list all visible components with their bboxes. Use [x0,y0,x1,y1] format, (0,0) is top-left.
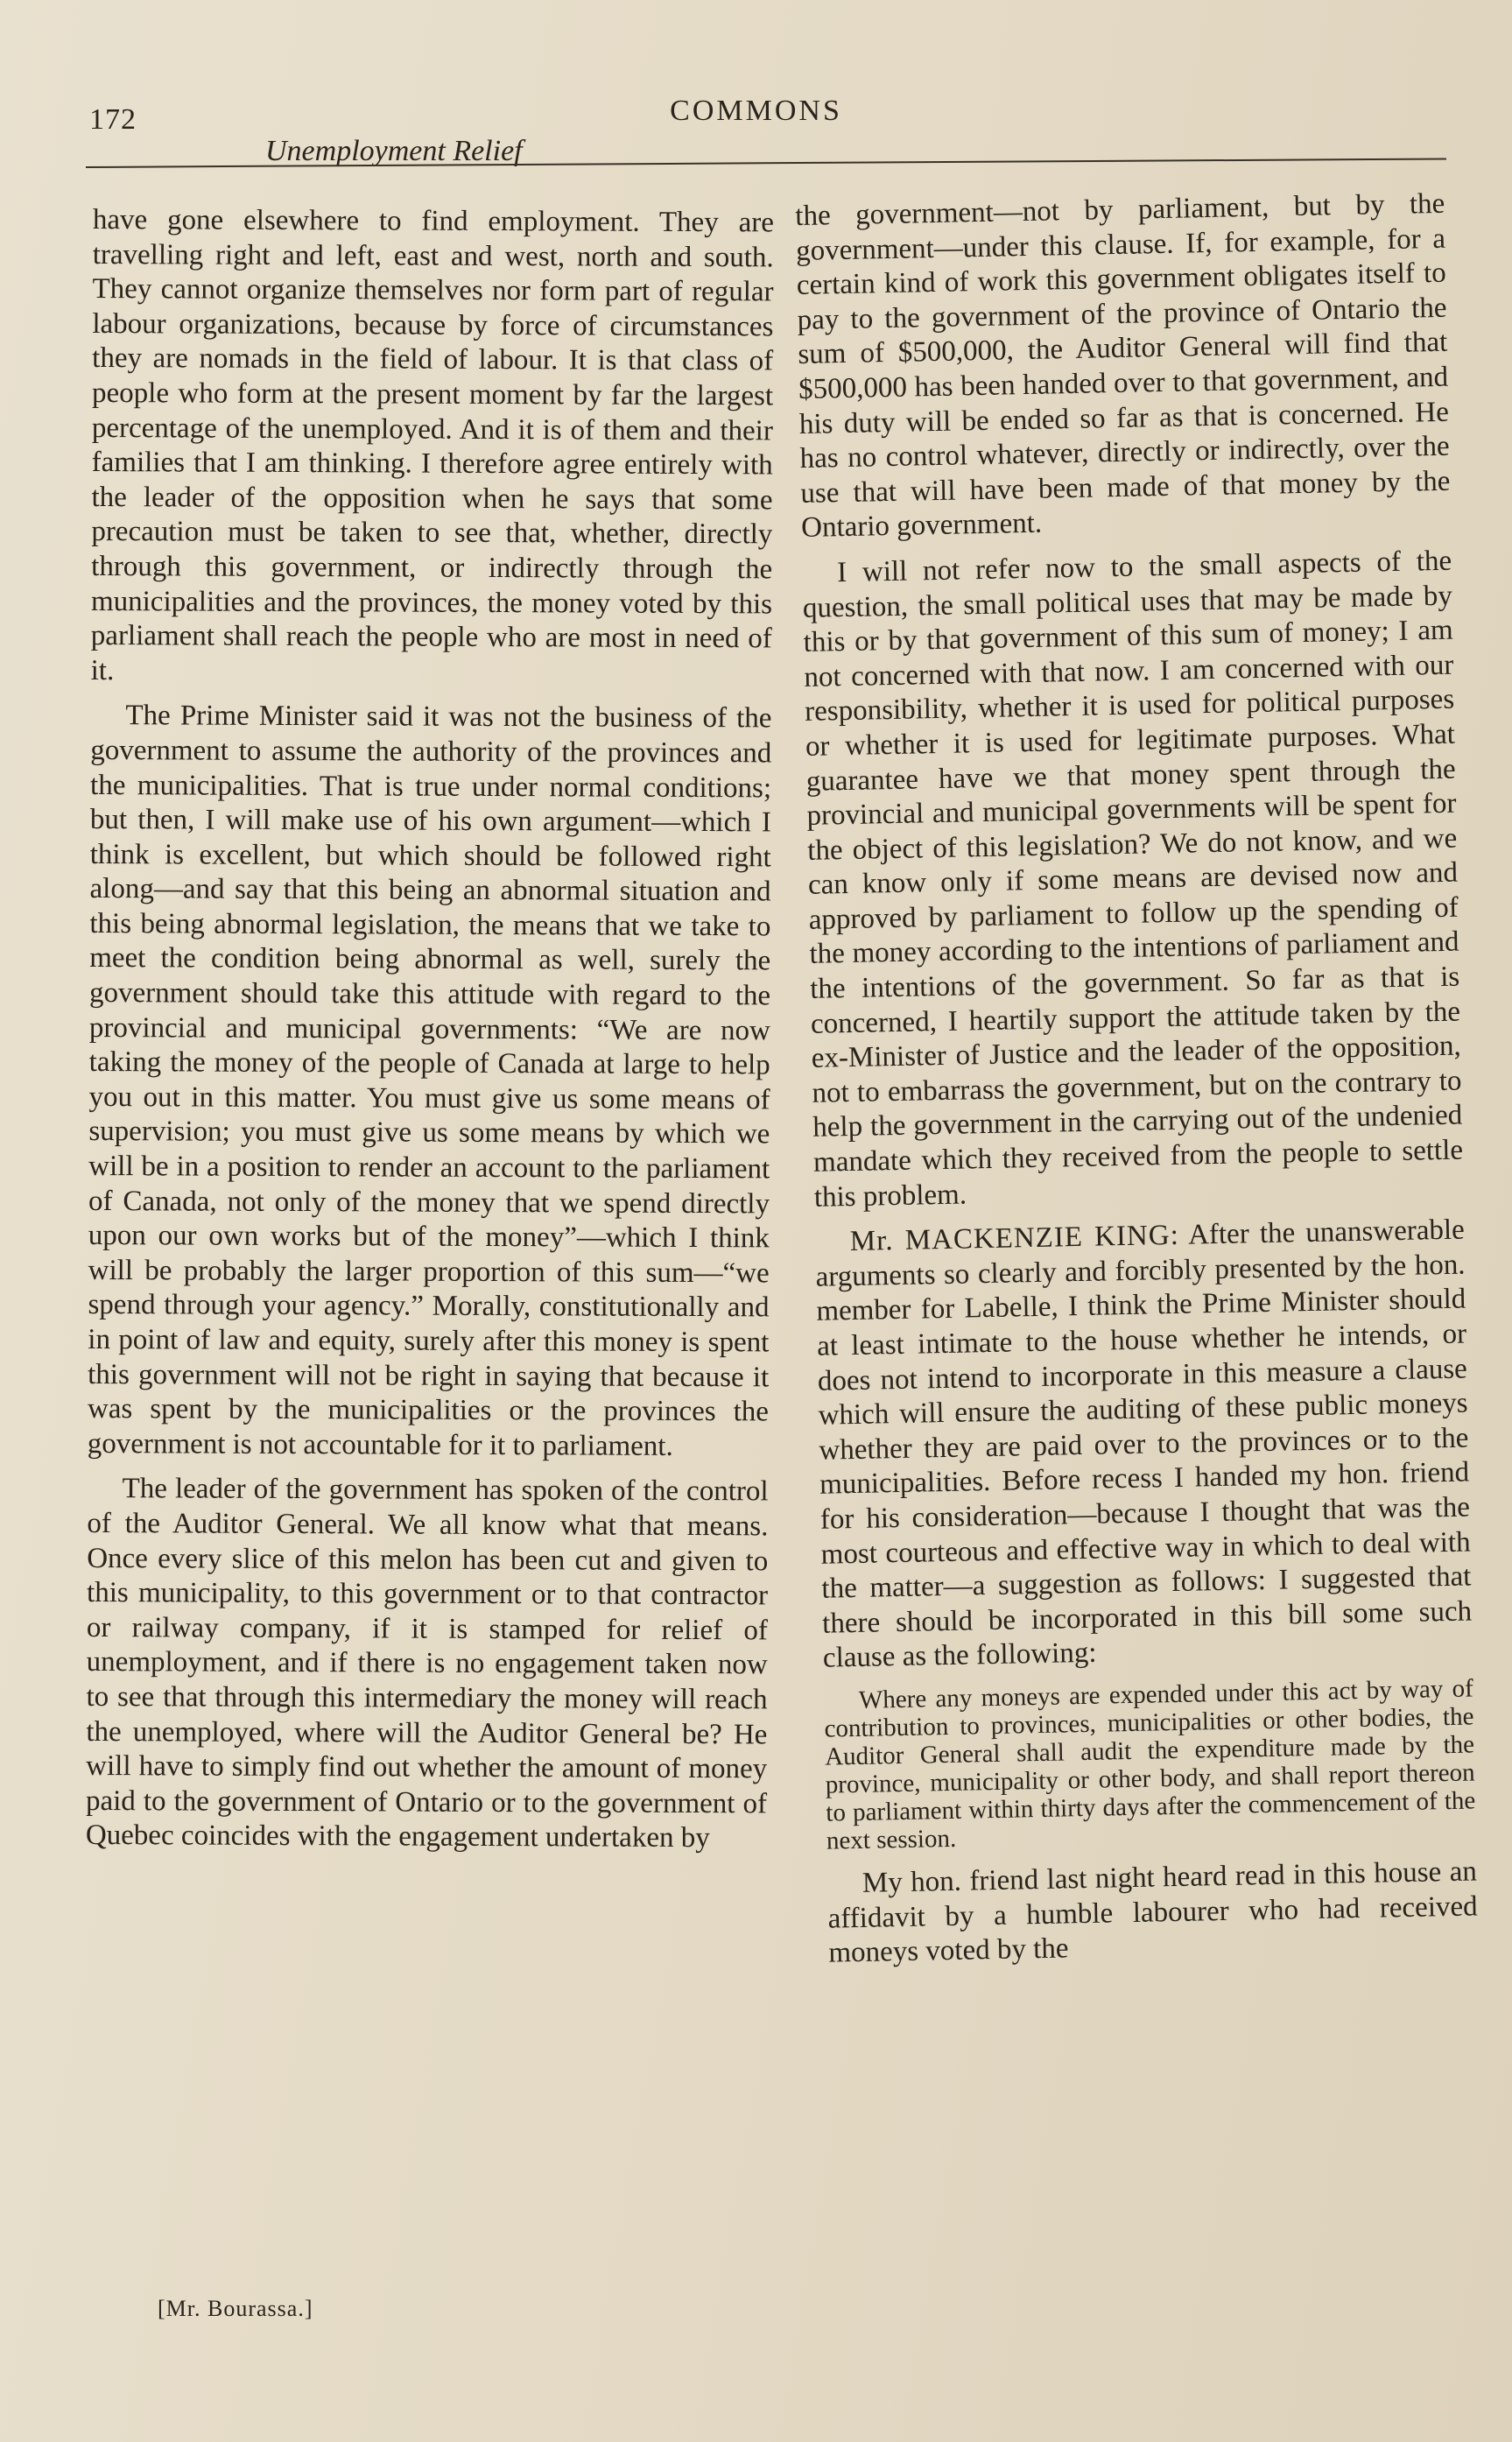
page-number: 172 [89,103,137,136]
speaker-name: Mr. MACKENZIE KING: [849,1220,1180,1258]
right-column [795,187,1479,1982]
right-paragraph-1: the government—not by parliament, but by the government—under this clause. If, for example, for a certain kind of work this government obligates itself to pay to the government of the province of Ontario the sum of $500,000, the Auditor General will find that $500,000 has been handed over to that government, and his duty will be ended so far as that is concerned. He has no control whatever, directly or indirectly, over the use that will have been made of that money by the Ontario government. [795,187,1451,545]
left-paragraph-1: have gone elsewhere to find employment. They are travelling right and left, east and west, north and south. They cannot organize themselves nor form part of regular labour organizations, because by force of circumstances they are nomads in the field of labour. It is that class of people who form at the present moment by far the largest percentage of the unemployed. And it is of them and their families that I am thinking. I therefore agree entirely with the leader of the opposition when he says that some precaution must be taken to see that, whether, directly through this government, or indirectly through the municipalities and the provinces, the money voted by this parliament shall reach the people who are most in need of it. [90,203,774,686]
speech-text: After the unanswerable arguments so clearly and forcibly presented by the hon. member for Labelle, I think the Prime Minister should at least intimate to the house whether he intends, or does not intend to incorporate in this measure a clause which will ensure the auditing of these public moneys whether they are paid over to the provinces or to the municipalities. Before recess I handed my hon. friend for his consideration—because I thought that was the most courteous and effective way in which to deal with the matter—a suggestion as follows: I suggested that there should be incorporated in this bill some such clause as the following: [815,1214,1473,1675]
page-header [0,0,1512,175]
closing-paragraph: My hon. friend last night heard read in this house an affidavit by a humble labourer who had received moneys voted by the [827,1855,1478,1969]
running-head: COMMONS [670,95,842,127]
proposed-clause-quote: Where any moneys are expended under this act by way of contribution to provinces, municipalities or other bodies, the Auditor General shall audit the expenditure made by the province, municipality or other body, and shall report thereon to parliament within thirty days after the commencement of the next session. [824,1674,1476,1855]
right-paragraph-2: I will not refer now to the small aspects of the question, the small political uses that may be made by this or by that government of this sum of money; I am not concerned with that now. I am concerned with our responsibility, whether it is used for political purposes or whether it is used for legitimate purposes. What guarantee have we that money spent through the provincial and municipal governments will be spent for the object of this legislation? We do not know, and we can know only if some means are devised now and approved by parliament to follow up the spending of the money according to the intentions of parliament and the intentions of the government. So far as that is concerned, I heartily support the attitude taken by the ex-Minister of Justice and the leader of the opposition, not to embarrass the government, but on the contrary to help the government in the carrying out of the undenied mandate which they received from the people to settle this problem. [802,545,1464,1214]
left-paragraph-3: The leader of the government has spoken of the control of the Auditor General. We all know what that means. Once every slice of this melon has been cut and given to this municipality, to this government or to that contractor or railway company, if it is stamped for relief of unemployment, and if there is no engagement taken now to see that through this intermediary the money will reach the unemployed, where will the Auditor General be? He will have to simply find out whether the amount of money paid to the government of Ontario or to the government of Quebec coincides with the engagement undertaken by [85,1473,769,1854]
speaker-footer-label: [Mr. Bourassa.] [158,2296,313,2321]
left-column [86,203,774,1867]
left-paragraph-2: The Prime Minister said it was not the business of the government to assume the authority of the provinces and the municipalities. That is true under normal conditions; but then, I will make use of his own argument—which I think is excellent, but which should be followed right along—and say that this being an abnormal situation and this being abnormal legislation, the means that we take to meet the condition being abnormal as well, surely the government should take this attitude with regard to the provincial and municipal governments: “We are now taking the money of the people of Canada at large to help you out in this matter. You must give us some means of supervision; you must give us some means by which we will be in a position to render an account to the parliament of Canada, not only of the money that we spend directly upon our own works but of the money”—which I think will be probably the larger proportion of this sum—“we spend through your agency.” Morally, constitutionally and in point of law and equity, surely after this money is spent this government will not be right in saying that because it was spent by the municipalities or the provinces the government is not accountable for it to parliament. [87,700,772,1462]
speech-paragraph [815,1214,1473,1677]
section-title: Unemployment Relief [265,135,523,167]
